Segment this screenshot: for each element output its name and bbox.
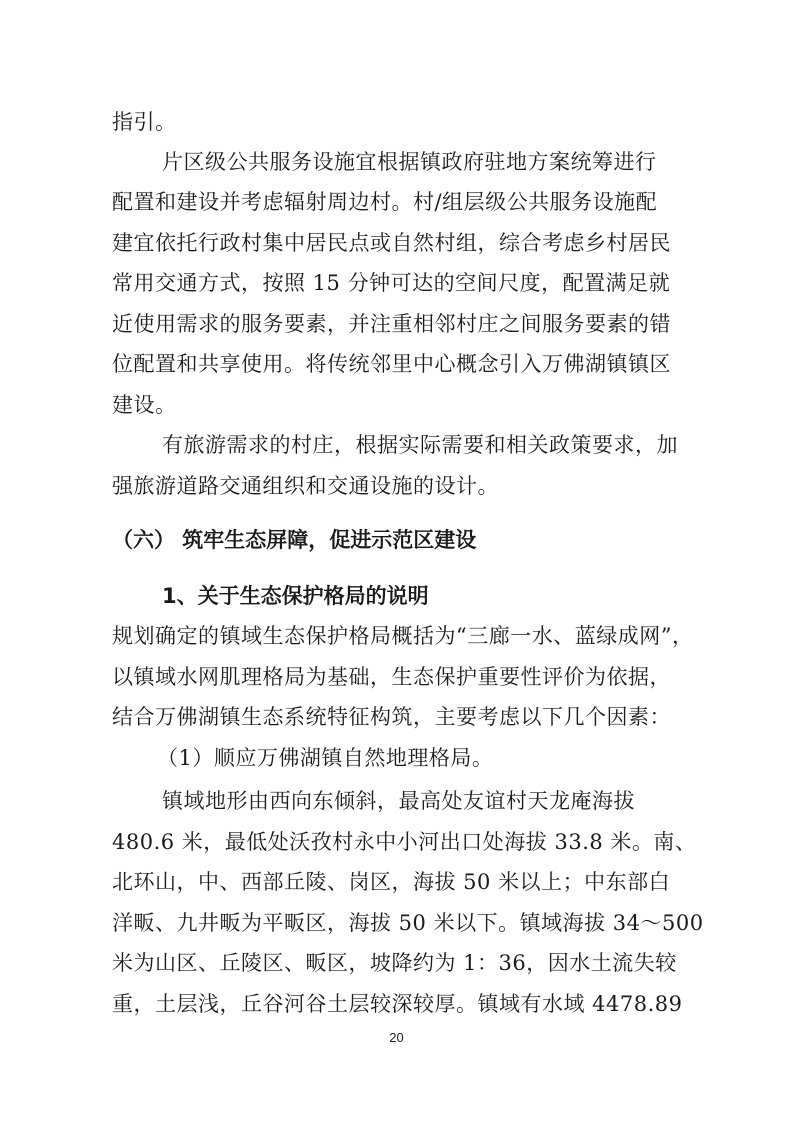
text-line: 洋畈、九井畈为平畈区，海拔 50 米以下。镇域海拔 34～500 [112, 911, 704, 935]
text-line: 常用交通方式，按照 15 分钟可达的空间尺度，配置满足就 [112, 271, 671, 295]
text-line: 配置和建设并考虑辐射周边村。村/组层级公共服务设施配 [112, 190, 658, 214]
text-line: 米为山区、丘陵区、畈区，坡降约为 1：36，因水土流失较 [112, 951, 677, 975]
text-line: 近使用需求的服务要素，并注重相邻村庄之间服务要素的错 [112, 312, 671, 336]
text-line: 强旅游道路交通组织和交通设施的设计。 [112, 474, 499, 498]
section-heading: （六） 筑牢生态屏障，促进示范区建设 [112, 528, 477, 552]
text-line: 位配置和共享使用。将传统邻里中心概念引入万佛湖镇镇区 [112, 352, 671, 376]
text-line: 指引。 [112, 110, 177, 134]
text-line: 结合万佛湖镇生态系统特征构筑，主要考虑以下几个因素： [112, 705, 671, 729]
text-line: 建设。 [112, 393, 177, 417]
page-number: 20 [389, 1030, 404, 1045]
text-line: 重，土层浅，丘谷河谷土层较深较厚。镇域有水域 4478.89 [112, 992, 683, 1016]
text-line: 建宜依托行政村集中居民点或自然村组，综合考虑乡村居民 [112, 231, 671, 255]
text-line: 规划确定的镇域生态保护格局概括为“三廊一水、蓝绿成网”， [112, 624, 694, 648]
text-line: 以镇域水网肌理格局为基础，生态保护重要性评价为依据， [112, 665, 671, 689]
text-line: 480.6 米，最低处沃孜村永中小河出口处海拔 33.8 米。南、 [112, 830, 697, 854]
sub-heading: 1、关于生态保护格局的说明 [162, 584, 429, 608]
text-line: 镇域地形由西向东倾斜，最高处友谊村天龙庵海拔 [162, 789, 635, 813]
text-line: 片区级公共服务设施宜根据镇政府驻地方案统筹进行 [162, 150, 657, 174]
list-item: （1）顺应万佛湖镇自然地理格局。 [157, 746, 494, 770]
text-line: 北环山，中、西部丘陵、岗区，海拔 50 米以上；中东部白 [112, 870, 671, 894]
text-line: 有旅游需求的村庄，根据实际需要和相关政策要求，加 [162, 433, 678, 457]
